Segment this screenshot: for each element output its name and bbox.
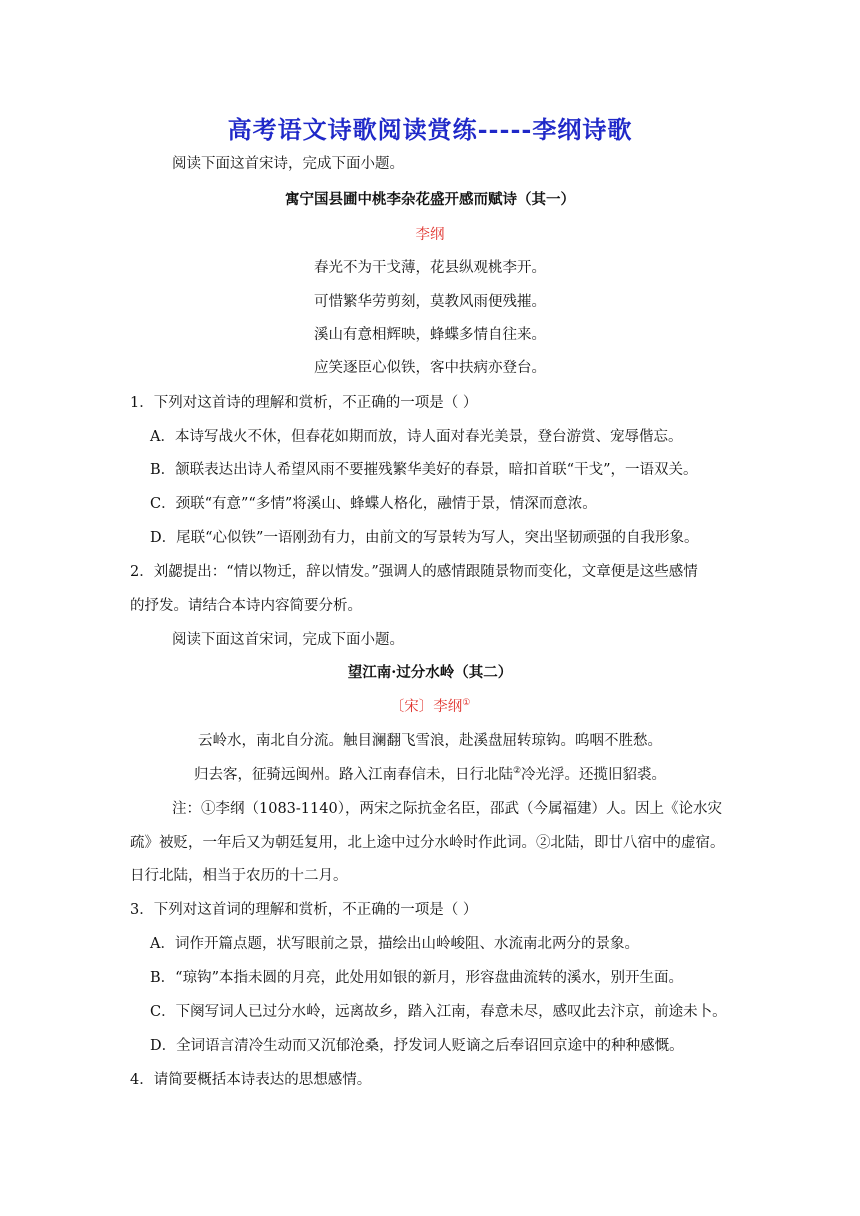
question-4-stem: 4．请简要概括本诗表达的思想感情。 [130, 1072, 372, 1088]
question-2-line-2: 的抒发。请结合本诗内容简要分析。 [130, 598, 362, 614]
footnote-marker-2: ② [512, 766, 522, 777]
question-2-line-1: 2．刘勰提出：“情以物迁，辞以情发。”强调人的感情跟随景物而变化，文章便是这些感情 [130, 564, 698, 580]
ci-line-2-part-a: 归去客，征骑远闽州。路入江南春信未，日行北陆 [193, 767, 513, 783]
question-3-stem: 3．下列对这首词的理解和赏析，不正确的一项是（ ） [130, 902, 478, 918]
ci-line-1: 云岭水，南北自分流。触目澜翻飞雪浪，赴溪盘屈转琼钩。呜咽不胜愁。 [198, 733, 662, 749]
question-3-option-a: A．词作开篇点题，状写眼前之景，描绘出山岭峻阻、水流南北两分的景象。 [150, 936, 639, 952]
question-1-option-c: C．颈联“有意”“多情”将溪山、蜂蝶人格化，融情于景，情深而意浓。 [150, 496, 597, 512]
poem-line-4: 应笑逐臣心似铁，客中扶病亦登台。 [314, 360, 546, 376]
document-title: 高考语文诗歌阅读赏练-----李纲诗歌 [227, 115, 633, 144]
note-line-3: 日行北陆，相当于农历的十二月。 [130, 868, 348, 884]
question-1-option-a: A．本诗写战火不休，但春花如期而放，诗人面对春光美景，登台游赏、宠辱偕忘。 [150, 429, 683, 445]
poem-line-1: 春光不为干戈薄，花县纵观桃李开。 [314, 260, 546, 276]
poem-title-2-text: 望江南·过分水岭（其二） [347, 664, 513, 681]
question-3-option-c: C．下阕写词人已过分水岭，远离故乡，踏入江南，春意未尽，感叹此去汴京，前途未卜。 [150, 1004, 727, 1020]
footnote-marker-1: ① [462, 698, 471, 709]
question-3-option-b: B．“琼钩”本指未圆的月亮，此处用如银的新月，形容盘曲流转的溪水，别开生面。 [150, 970, 683, 986]
poem-author-2-text: 〔宋〕李纲 [389, 699, 463, 715]
question-3-option-d: D．全词语言清冷生动而又沉郁沧桑，抒发词人贬谪之后奉诏回京途中的种种感慨。 [150, 1038, 684, 1054]
note-line-2: 疏》被贬，一年后又为朝廷复用，北上途中过分水岭时作此词。②北陆，即廿八宿中的虚宿。 [130, 835, 725, 851]
note-line-1: 注：①李纲（1083-1140），两宋之际抗金名臣，邵武（今属福建）人。因上《论水灾 [172, 801, 722, 817]
question-1-stem: 1．下列对这首诗的理解和赏析，不正确的一项是（ ） [130, 395, 478, 411]
instruction-2: 阅读下面这首宋词，完成下面小题。 [172, 632, 404, 648]
question-1-option-d: D．尾联“心似铁”一语刚劲有力，由前文的写景转为写人，突出坚韧顽强的自我形象。 [150, 530, 699, 546]
poem-author-1: 李纲 [415, 227, 445, 243]
poem-title-2 [0, 663, 860, 683]
poem-author-2 [0, 697, 860, 717]
poem-line-2: 可惜繁华劳剪刻，莫教风雨便残摧。 [314, 294, 546, 310]
ci-line-2-part-b: 冷光浮。还揽旧貂裘。 [521, 767, 667, 783]
ci-line-2 [0, 765, 860, 785]
poem-line-3: 溪山有意相辉映，蜂蝶多情自往来。 [314, 327, 546, 343]
poem-title-1: 寓宁国县圃中桃李杂花盛开感而赋诗（其一） [285, 191, 575, 208]
instruction-1: 阅读下面这首宋诗，完成下面小题。 [172, 156, 404, 172]
question-1-option-b: B．颔联表达出诗人希望风雨不要摧残繁华美好的春景，暗扣首联“干戈”，一语双关。 [150, 462, 698, 478]
